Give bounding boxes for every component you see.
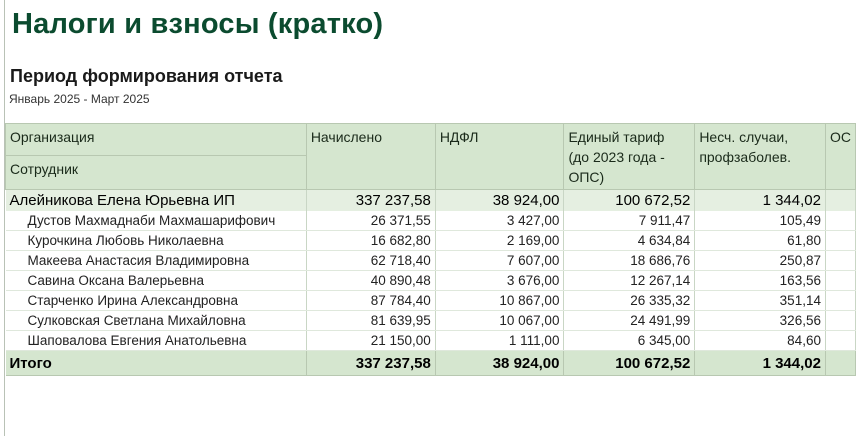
total-ndfl: 38 924,00 [435, 351, 564, 376]
total-accident: 1 344,02 [695, 351, 826, 376]
group-ndfl: 38 924,00 [435, 190, 564, 212]
period-value: Январь 2025 - Март 2025 [9, 92, 150, 106]
header-tariff-line1: Единый тариф [568, 129, 665, 145]
report-title: Налоги и взносы (кратко) [12, 8, 384, 40]
accrued-value: 62 718,40 [306, 251, 435, 271]
employee-name: Шаповалова Евгения Анатольевна [6, 331, 307, 351]
accrued-value: 16 682,80 [306, 231, 435, 251]
accrued-value: 26 371,55 [306, 211, 435, 231]
ndfl-value: 7 607,00 [435, 251, 564, 271]
table-row[interactable] [6, 231, 856, 251]
accident-value: 351,14 [695, 291, 826, 311]
tariff-value: 7 911,47 [564, 211, 695, 231]
total-tariff: 100 672,52 [564, 351, 695, 376]
header-organization[interactable]: Организация [6, 124, 307, 156]
total-next [825, 351, 855, 376]
employee-name: Старченко Ирина Александровна [6, 291, 307, 311]
ndfl-value: 3 427,00 [435, 211, 564, 231]
group-accrued: 337 237,58 [306, 190, 435, 212]
ndfl-value: 10 067,00 [435, 311, 564, 331]
accident-value: 84,60 [695, 331, 826, 351]
accrued-value: 40 890,48 [306, 271, 435, 291]
accident-value: 326,56 [695, 311, 826, 331]
accident-value: 250,87 [695, 251, 826, 271]
next-cell [825, 311, 855, 331]
next-cell [825, 331, 855, 351]
tariff-value: 4 634,84 [564, 231, 695, 251]
tariff-value: 24 491,99 [564, 311, 695, 331]
employee-name: Савина Оксана Валерьевна [6, 271, 307, 291]
ndfl-value: 3 676,00 [435, 271, 564, 291]
header-ndfl[interactable]: НДФЛ [435, 124, 564, 190]
group-row[interactable] [6, 190, 856, 212]
accident-value: 105,49 [695, 211, 826, 231]
accident-value: 61,80 [695, 231, 826, 251]
header-next-column[interactable]: ОС [825, 124, 855, 190]
group-name: Алейникова Елена Юрьевна ИП [6, 190, 307, 212]
total-accrued: 337 237,58 [306, 351, 435, 376]
table-row[interactable] [6, 331, 856, 351]
ndfl-value: 10 867,00 [435, 291, 564, 311]
header-employee[interactable]: Сотрудник [6, 156, 307, 190]
employee-name: Макеева Анастасия Владимировна [6, 251, 307, 271]
ndfl-value: 1 111,00 [435, 331, 564, 351]
header-tariff-line3: ОПС) [568, 169, 605, 185]
tariff-value: 26 335,32 [564, 291, 695, 311]
tariff-value: 12 267,14 [564, 271, 695, 291]
next-cell [825, 291, 855, 311]
accrued-value: 87 784,40 [306, 291, 435, 311]
next-cell [825, 231, 855, 251]
ndfl-value: 2 169,00 [435, 231, 564, 251]
tariff-value: 6 345,00 [564, 331, 695, 351]
group-tariff: 100 672,52 [564, 190, 695, 212]
employee-name: Дустов Махмаднаби Махмашарифович [6, 211, 307, 231]
header-accrued[interactable]: Начислено [306, 124, 435, 190]
header-accident-line2: профзаболев. [699, 149, 791, 165]
total-row[interactable] [6, 351, 856, 376]
table-row[interactable] [6, 291, 856, 311]
accrued-value: 21 150,00 [306, 331, 435, 351]
total-label: Итого [6, 351, 307, 376]
header-tariff-line2: (до 2023 года - [568, 149, 665, 165]
period-label: Период формирования отчета [10, 66, 283, 86]
table-row[interactable] [6, 271, 856, 291]
employee-name: Сулковская Светлана Михайловна [6, 311, 307, 331]
header-accident-line1: Несч. случаи, [699, 129, 789, 145]
next-cell [825, 271, 855, 291]
accrued-value: 81 639,95 [306, 311, 435, 331]
group-accident: 1 344,02 [695, 190, 826, 212]
next-cell [825, 211, 855, 231]
report-table [5, 123, 856, 376]
next-cell [825, 251, 855, 271]
table-row[interactable] [6, 211, 856, 231]
tariff-value: 18 686,76 [564, 251, 695, 271]
group-next [825, 190, 855, 212]
header-accident-insurance[interactable] [695, 124, 826, 190]
employee-name: Курочкина Любовь Николаевна [6, 231, 307, 251]
accident-value: 163,56 [695, 271, 826, 291]
table-row[interactable] [6, 311, 856, 331]
header-unified-tariff[interactable] [564, 124, 695, 190]
table-row[interactable] [6, 251, 856, 271]
header-row [6, 124, 856, 156]
